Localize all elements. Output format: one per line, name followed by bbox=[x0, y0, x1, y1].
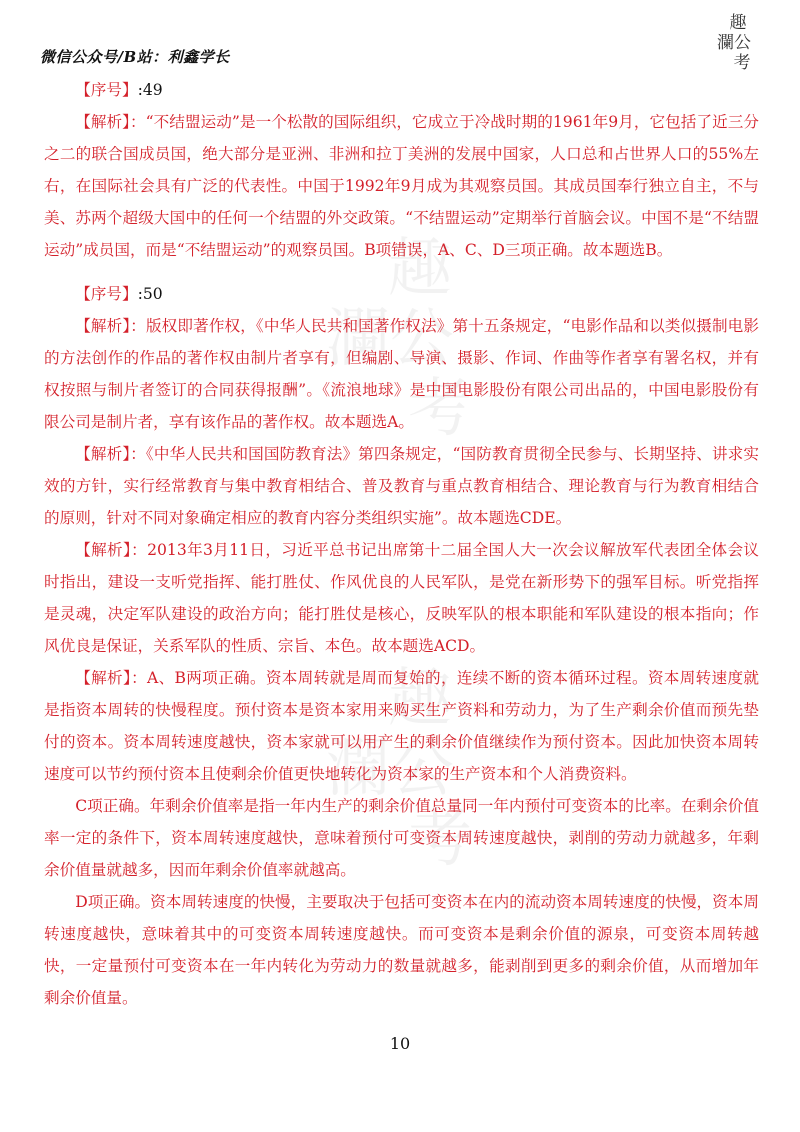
analysis-text: ：2013年3月11日，习近平总书记出席第十二届全国人大一次会议解放军代表团全体会议时指出，建设一支听党指挥、能打胜仗、作风优良的人民军队，是党在新形势下的强军目标。听党指挥是灵魂，决定军队建设的政治方向；能打胜仗是核心，反映军队的根本职能和军队建设的根本指向；作风优良是保证，关系军队的性质、宗旨、本色。故本题选ACD。 bbox=[44, 541, 760, 655]
watermark-line-2: 瀾公 bbox=[326, 302, 454, 376]
seq-label: 【序号】 bbox=[75, 285, 138, 303]
explanation-continuation: D项正确。资本周转速度的快慢，主要取决于包括可变资本在内的流动资本周转速度的快慢，资本周转速度越快，意味着其中的可变资本周转速度越快。而可变资本是剩余价值的源泉，可变资本周转越快，一定量预付可变资本在一年内转化为劳动力的数量就越多，能剥削到更多的剩余价值，从而增加年剩余价值量。 bbox=[44, 893, 759, 1007]
question-number bbox=[44, 278, 759, 310]
seq-label: 【序号】 bbox=[75, 81, 138, 99]
explanation-paragraph bbox=[44, 438, 759, 534]
brand-logo bbox=[704, 8, 768, 72]
watermark-line-5: 瀾公 bbox=[326, 732, 454, 806]
explanation-paragraph bbox=[44, 534, 759, 662]
analysis-label: 【解析】 bbox=[75, 669, 132, 687]
analysis-label: 【解析】 bbox=[75, 541, 132, 559]
logo-line-1: 趣 bbox=[729, 13, 747, 33]
analysis-text: ：“不结盟运动”是一个松散的国际组织，它成立于冷战时期的1961年9月，它包括了近三分之二的联合国成员国，绝大部分是亚洲、非洲和拉丁美洲的发展中国家，人口总和占世界人口的55%左右，在国际社会具有广泛的代表性。中国于1992年9月成为其观察员国。其成员国奉行独立自主，不与美、苏两个超级大国中的任何一个结盟的外交政策。“不结盟运动”定期举行首脑会议。中国不是“不结盟运动”成员国，而是“不结盟运动”的观察员国。B项错误，A、C、D三项正确。故本题选B。 bbox=[44, 113, 759, 259]
analysis-label: 【解析】 bbox=[75, 445, 131, 463]
seq-value: :49 bbox=[137, 81, 163, 99]
analysis-text: ：A、B两项正确。资本周转就是周而复始的，连续不断的资本循环过程。资本周转速度就是指资本周转的快慢程度。预付资本是资本家用来购买生产资料和劳动力，为了生产剩余价值而预先垫付的资本。资本周转速度越快，资本家就可以用产生的剩余价值继续作为预付资本。因此加快资本周转速度可以节约预付资本且使剩余价值更快地转化为资本家的生产资本和个人消费资料。 bbox=[44, 669, 759, 783]
watermark-line-6: 考 bbox=[408, 802, 472, 876]
watermark-line-4: 趣 bbox=[388, 662, 452, 736]
analysis-text: ：版权即著作权，《中华人民共和国著作权法》第十五条规定，“电影作品和以类似摄制电影的方法创作的作品的著作权由制片者享有，但编剧、导演、摄影、作词、作曲等作者享有署名权，并有权按照与制片者签订的合同获得报酬”。《流浪地球》是中国电影股份有限公司出品的，中国电影股份有限公司是制片者，享有该作品的著作权。故本题选A。 bbox=[44, 317, 759, 431]
logo-line-3: 考 bbox=[733, 53, 751, 72]
explanation-paragraph bbox=[44, 310, 759, 438]
explanation-paragraph bbox=[44, 106, 759, 266]
watermark-line-1: 趣 bbox=[388, 232, 452, 306]
logo-line-2: 瀾公 bbox=[717, 33, 751, 53]
question-number bbox=[44, 74, 759, 106]
watermark-line-3: 考 bbox=[408, 372, 472, 446]
explanation-paragraph bbox=[44, 662, 759, 790]
page-number: 10 bbox=[389, 1034, 411, 1053]
answer-explanations bbox=[44, 74, 759, 1014]
analysis-text: ：《中华人民共和国国防教育法》第四条规定，“国防教育贯彻全民参与、长期坚持、讲求实效的方针，实行经常教育与集中教育相结合、普及教育与重点教育相结合、理论教育与行为教育相结合的原则，针对不同对象确定相应的教育内容分类组织实施”。故本题选CDE。 bbox=[44, 445, 759, 527]
analysis-label: 【解析】 bbox=[75, 113, 130, 131]
seq-value: :50 bbox=[137, 285, 163, 303]
explanation-continuation: C项正确。年剩余价值率是指一年内生产的剩余价值总量同一年内预付可变资本的比率。在剩余价值率一定的条件下，资本周转速度越快，意味着预付可变资本周转速度越快，剥削的劳动力就越多，年剩余价值量就越多，因而年剩余价值率就越高。 bbox=[44, 797, 759, 879]
analysis-label: 【解析】 bbox=[75, 317, 131, 335]
page-header: 微信公众号/B站：利鑫学长 bbox=[40, 48, 230, 66]
